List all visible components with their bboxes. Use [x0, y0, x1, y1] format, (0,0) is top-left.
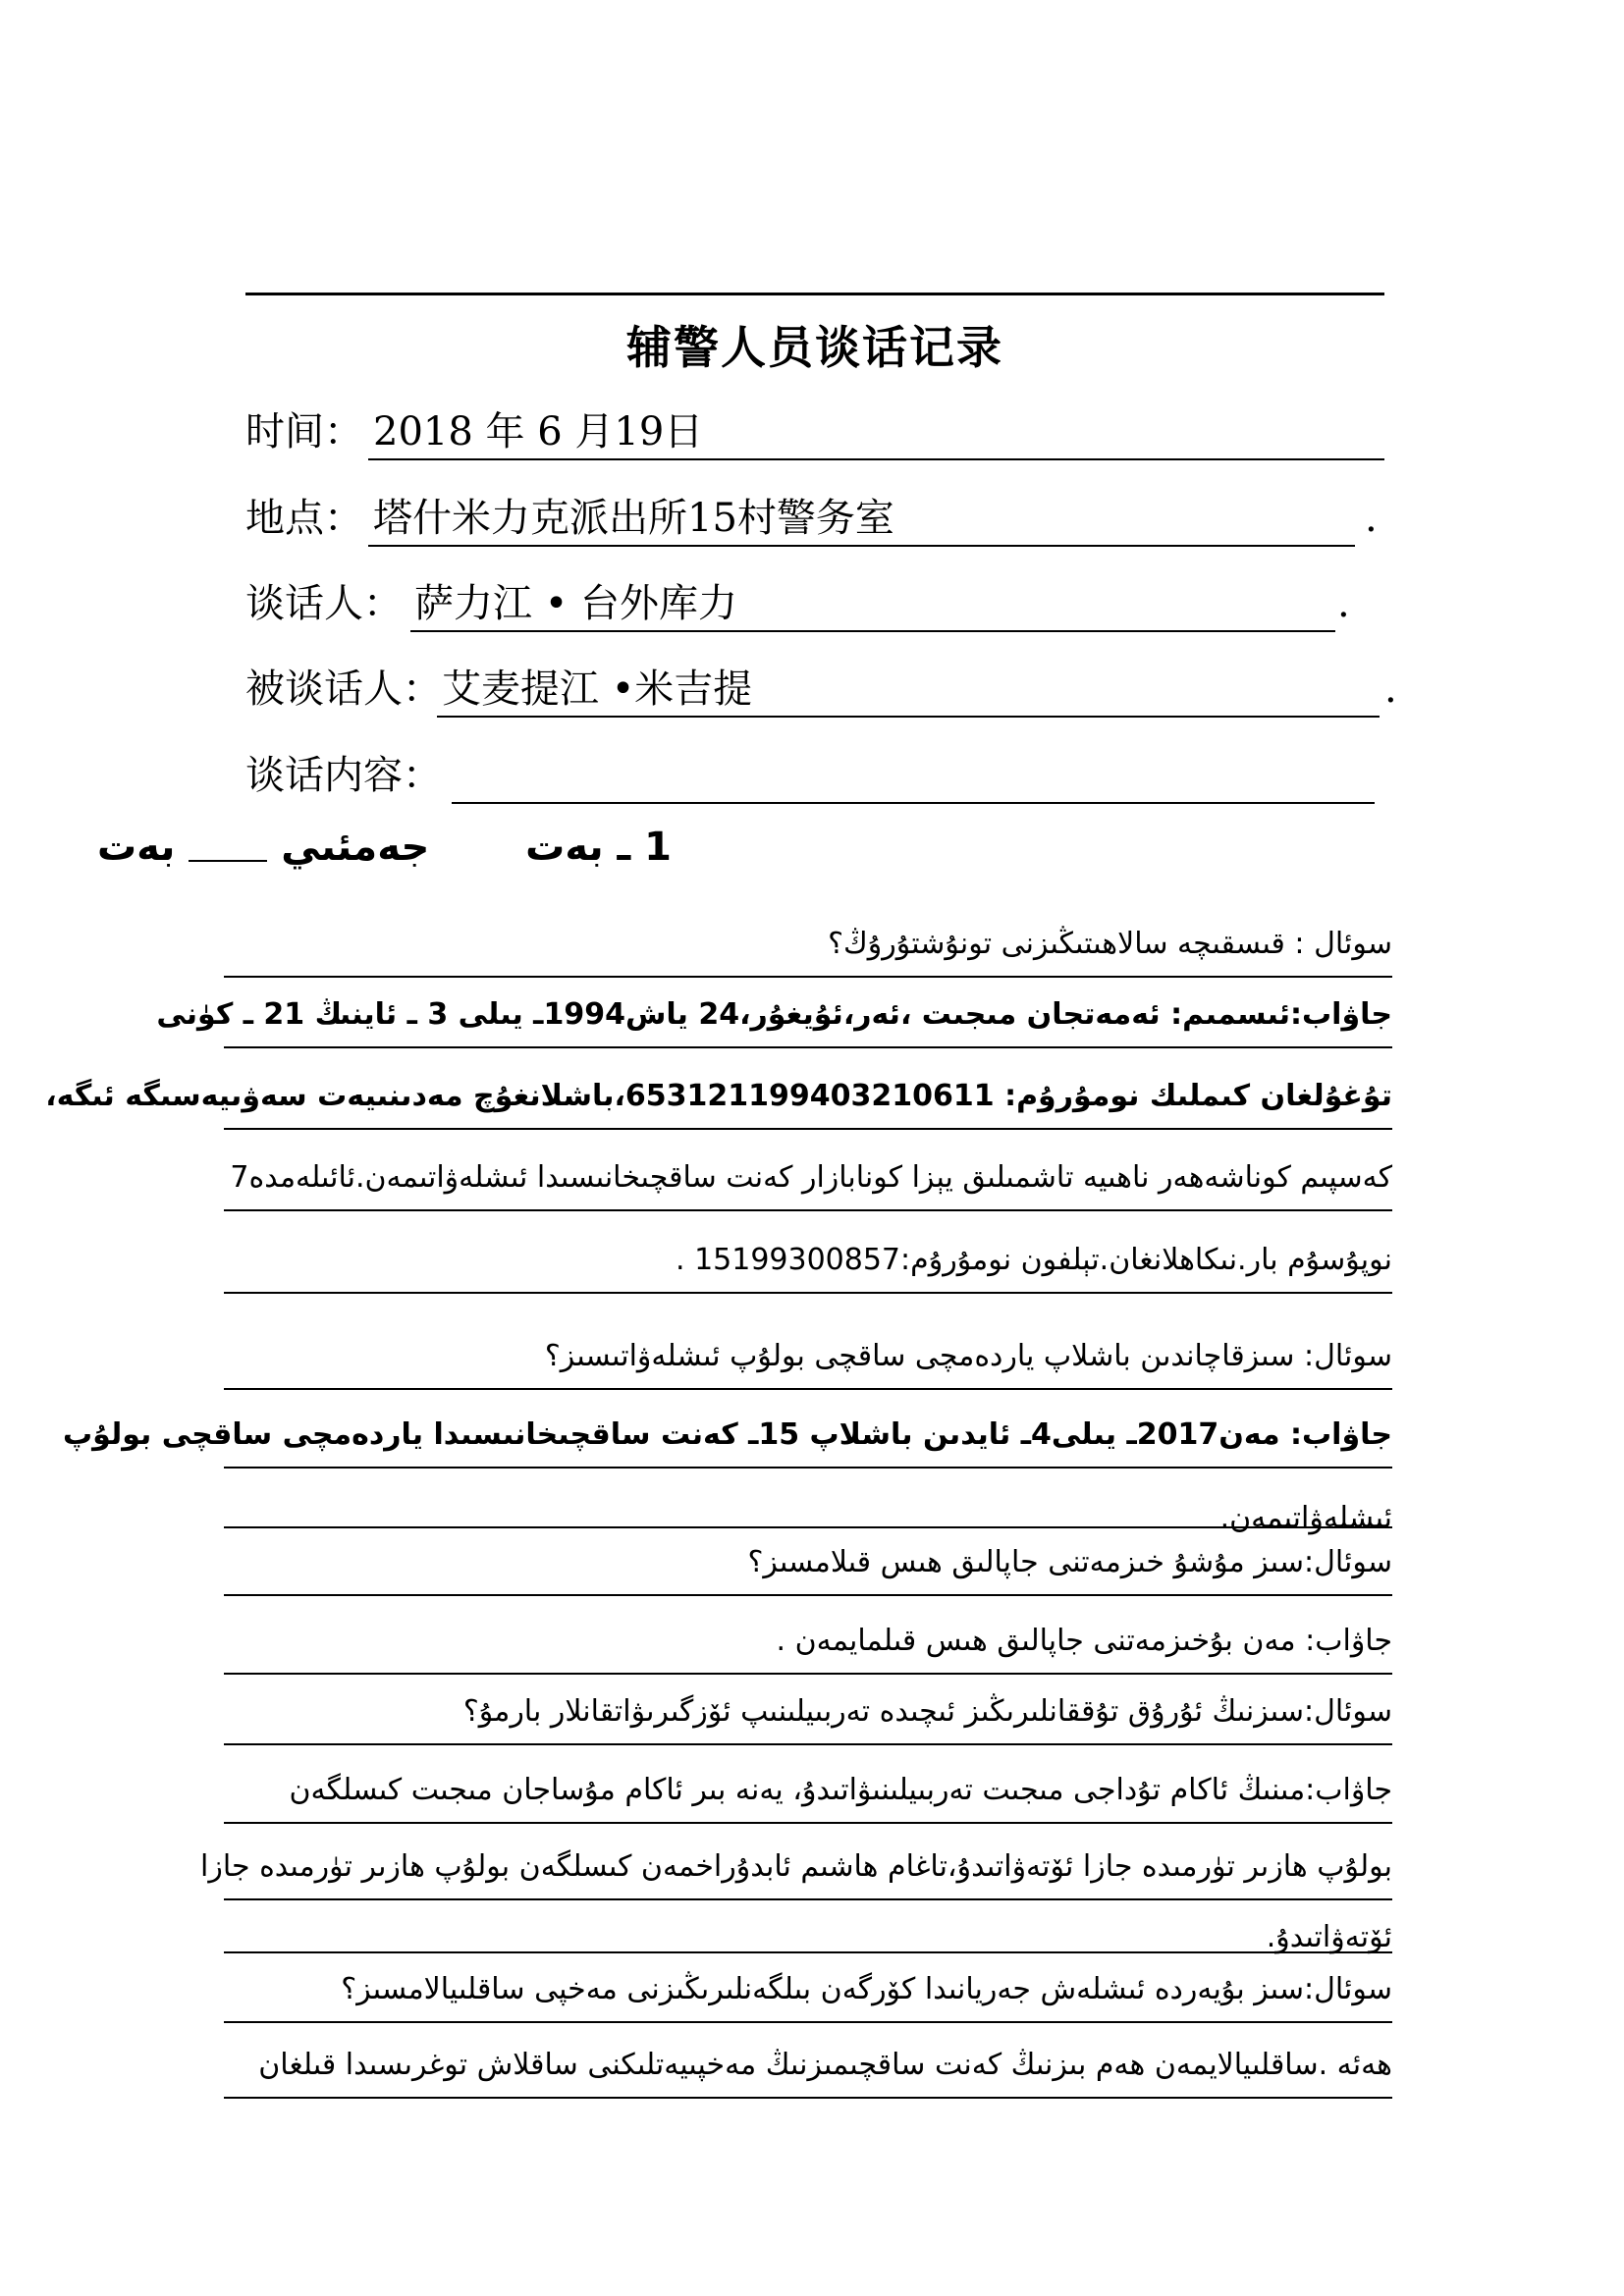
answer-line-8: جاۋاب:مىنىڭ ئاكام تۇداجى مىجىت تەربىيلىنىۋاتىدۇ، يەنە بىر ئاكام مۇساجان مىجىت كىسلگەن: [289, 1773, 1392, 1807]
answer-line-5: جاۋاب: مەن2017ـ يىلى4ـ ئايدىن باشلاپ 15ـ كەنت ساقچىخانىسىدا ياردەمچى ساقچى بولۇپ: [63, 1417, 1392, 1452]
interviewee-end-dot: .: [1384, 667, 1397, 712]
page-count-heading: [97, 825, 672, 870]
content-underline: [452, 802, 1375, 804]
question-line-2: سوئال: سىزقاچاندىن باشلاپ ياردەمچى ساقچى بولۇپ ئىشلەۋاتىسىز؟: [544, 1339, 1392, 1373]
line-rule-15: [224, 2021, 1392, 2023]
answer-line-1: جاۋاب:ئىسمىم: ئەمەتجان مىجىت ،ئەر،ئۇيغۇر،24 ياش1994ـ يىلى 3 ـ ئاينىڭ 21 ـ كۈنى: [156, 997, 1392, 1032]
place-end-dot: .: [1365, 496, 1378, 541]
question-line-5: سوئال:سىز بۇيەردە ئىشلەش جەريانىدا كۆرگەن بىلگەنلىرىڭىزنى مەخپى ساقلىيالامسىز؟: [341, 1972, 1392, 2006]
line-rule-10: [224, 1673, 1392, 1675]
place-label: 地点：: [245, 496, 363, 541]
time-underline: [368, 458, 1384, 460]
interviewer-underline: [410, 630, 1335, 632]
page-count-part1: 1 ـ بەت: [525, 825, 672, 870]
line-rule-14: [224, 1951, 1392, 1953]
page-count-part3: بەت: [96, 825, 176, 870]
line-rule-13: [224, 1898, 1392, 1900]
time-field: [245, 402, 1394, 461]
time-value: 2018 年 6 月19日: [373, 409, 704, 454]
answer-line-11: ھەئە .ساقلىيالايمەن ھەم بىزنىڭ كەنت ساقچىمىزنىڭ مەخپىيەتلىكنى ساقلاش توغرىسىدا قىلغان: [258, 2048, 1392, 2082]
interviewee-label: 被谈话人：: [245, 667, 442, 712]
line-rule-16: [224, 2097, 1392, 2099]
line-rule-7: [224, 1467, 1392, 1468]
line-rule-3: [224, 1128, 1392, 1130]
answer-line-7: جاۋاب: مەن بۇخىزمەتنى جاپالىق ھىس قىلمايمەن .: [776, 1624, 1392, 1658]
document-title: 辅警人员谈话记录: [626, 321, 1003, 374]
line-rule-1: [224, 976, 1392, 978]
top-rule: [245, 293, 1384, 295]
place-value: 塔什米力克派出所15村警务室: [373, 496, 894, 541]
place-field: [245, 489, 1394, 548]
line-rule-12: [224, 1822, 1392, 1824]
answer-line-6: ئىشلەۋاتىمەن.: [1219, 1501, 1392, 1535]
interviewer-value: 萨力江 • 台外库力: [414, 581, 738, 626]
content-label: 谈话内容：: [245, 753, 442, 798]
line-rule-11: [224, 1743, 1392, 1745]
interviewee-underline: [437, 716, 1380, 718]
question-line-3: سوئال:سىز مۇشۇ خىزمەتنى جاپالىق ھىس قىلامسىز؟: [747, 1545, 1392, 1579]
line-rule-9: [224, 1594, 1392, 1596]
line-rule-5: [224, 1292, 1392, 1294]
interviewee-field: [245, 660, 1397, 719]
interviewer-label: 谈话人：: [245, 581, 403, 626]
interviewee-value: 艾麦提江 •米吉提: [442, 667, 753, 712]
question-line-1: سوئال : قىسقىچە سالاھىتىڭىزنى تونۇشتۇرۇڭ؟: [828, 927, 1392, 961]
page-count-part2: جەمئىي: [281, 825, 430, 870]
answer-line-10: ئۆتەۋاتىدۇ.: [1266, 1920, 1392, 1954]
line-rule-4: [224, 1209, 1392, 1211]
answer-line-2: تۇغۇلغان كىملىك نومۇرۇم: 653121199403210611،باشلانغۇچ مەدىنىيەت سەۋىيەسىگە ئىگە،: [45, 1079, 1392, 1113]
content-field: [245, 746, 1394, 805]
answer-line-9: بولۇپ ھازىر تۈرمىدە جازا ئۆتەۋاتىدۇ،تاغام ھاشىم ئابدۇراخمەن كىسلگەن بولۇپ ھازىر تۈرمىدە جازا: [200, 1849, 1392, 1884]
line-rule-2: [224, 1046, 1392, 1048]
place-underline: [368, 545, 1355, 547]
interviewer-end-dot: .: [1337, 581, 1350, 626]
interviewer-field: [245, 574, 1394, 633]
answer-line-3: كەسپىم كوناشەھەر ناھىيە تاشمىلىق يېزا كونابازار كەنت ساقچىخانىسىدا ئىشلەۋاتىمەن.ئائىلەمدە7: [230, 1160, 1392, 1195]
question-line-4: سوئال:سىزنىڭ ئۇرۇق تۇققانلىرىڭىز ئىچىدە تەربىيلىنىپ ئۆزگىرىۋاتقانلار بارمۇ؟: [462, 1694, 1392, 1729]
page-count-blank: [189, 830, 267, 862]
line-rule-8: [224, 1526, 1392, 1528]
line-rule-6: [224, 1388, 1392, 1390]
time-label: 时间：: [245, 409, 363, 454]
answer-line-4: نوپۇسۇم بار.نىكاھلانغان.تېلفون نومۇرۇم:15199300857 .: [675, 1243, 1392, 1277]
